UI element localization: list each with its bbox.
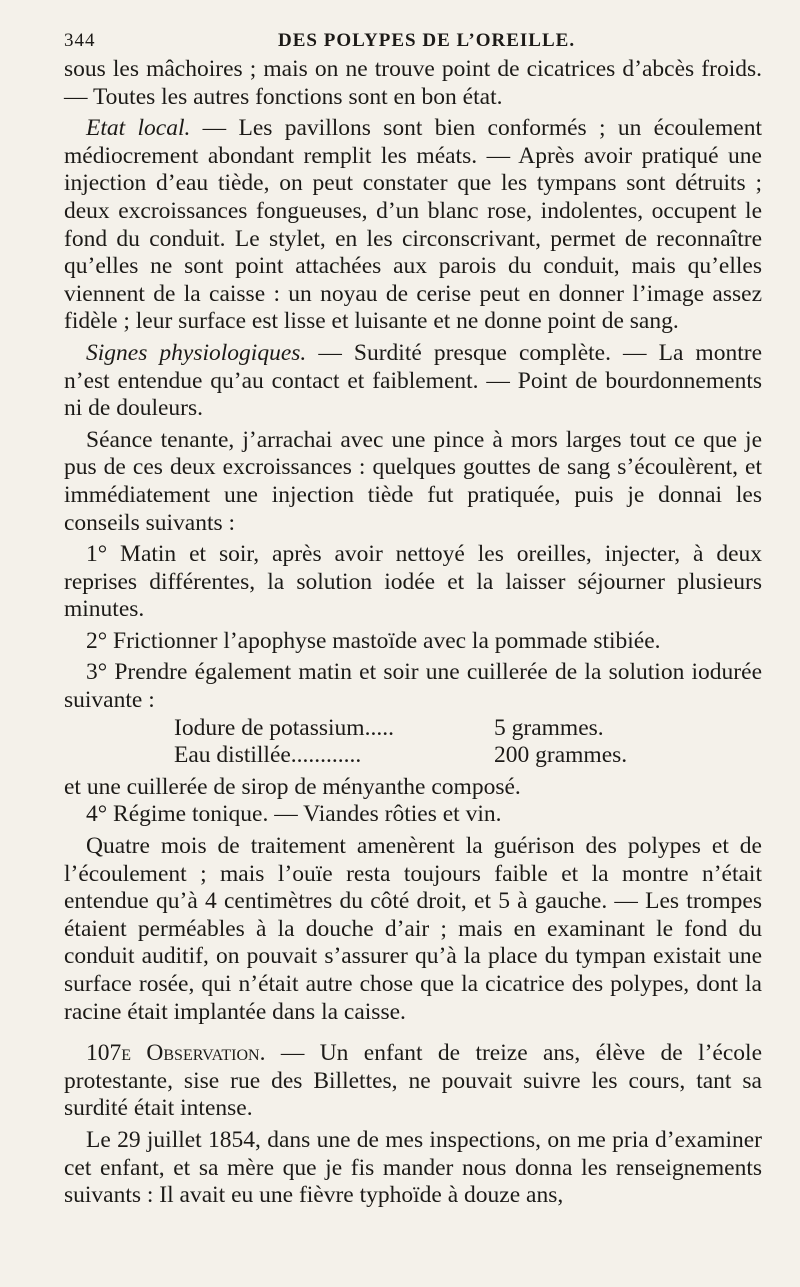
page-number: 344 bbox=[64, 30, 96, 51]
formula-quantity: 5 grammes. bbox=[494, 714, 604, 741]
formula-quantity: 200 grammes. bbox=[494, 742, 628, 769]
paragraph: Quatre mois de traitement amenèrent la guérison des polypes et de l’écoulement ; mais l’ouïe resta toujours faible et la montre n’était entendue qu’à 4 centimètres du côté droit, et 5 à gauche. — Les trompes étaient perméables à la douche d’air ; mais en examinant le fond du conduit auditif, on pouvait s’assurer qu’à la place du tympan existait une surface rosée, qui n’était autre chose que la cicatrice des polypes, dont la racine était implantée dans la caisse. bbox=[64, 833, 762, 1025]
list-item: 1° Matin et soir, après avoir nettoyé les oreilles, injecter, à deux reprises différentes, la solution iodée et la laisser séjourner plusieurs minutes. bbox=[64, 541, 762, 623]
paragraph-etat-local bbox=[64, 115, 762, 336]
paragraph: et une cuillerée de sirop de ményanthe composé. bbox=[64, 773, 521, 800]
list-item: 3° Prendre également matin et soir une cuillerée de la solution iodurée suivante : bbox=[64, 659, 762, 714]
formula-table bbox=[174, 715, 762, 770]
running-title: DES POLYPES DE L’OREILLE. bbox=[278, 30, 576, 51]
paragraph-signes bbox=[64, 340, 762, 423]
paragraph-text: — Surdité presque complète. — La montre n’est entendue qu’au contact et faiblement. — Point de bourdonnements ni de douleurs. bbox=[64, 339, 762, 422]
section-label: Etat local. bbox=[86, 115, 191, 142]
running-head bbox=[64, 30, 762, 52]
observation-paragraph bbox=[64, 1040, 762, 1123]
formula-ingredient: Eau distillée............ bbox=[174, 742, 362, 769]
section-label: Signes physiologiques. bbox=[86, 339, 307, 366]
paragraph: Séance tenante, j’arrachai avec une pince à mors larges tout ce que je pus de ces deux excroissances : quelques gouttes de sang s’écoulèrent, et immédiatement une injection tiède fut pratiquée, puis je donnai les conseils suivants : bbox=[64, 426, 762, 536]
list-item: 4° Régime tonique. — Viandes rôties et vin. bbox=[86, 801, 502, 828]
formula-ingredient: Iodure de potassium..... bbox=[174, 714, 394, 741]
list-item: 2° Frictionner l’apophyse mastoïde avec la pommade stibiée. bbox=[86, 627, 661, 654]
paragraph-text: — Les pavillons sont bien conformés ; un écoulement médiocrement abondant remplit les méats. — Après avoir pratiqué une injection d’eau tiède, on peut constater que les tympans sont détruits ; deux excroissances fongueuses, d’un blanc rose, indolentes, occupent le fond du conduit. Le stylet, en les circonscrivant, permet de reconnaître qu’elles ne sont point attachées aux parois du conduit, mais qu’elles viennent de la caisse : un noyau de cerise peut en donner l’image assez fidèle ; leur surface est lisse et luisante et ne donne point de sang. bbox=[64, 115, 762, 335]
body-text bbox=[64, 56, 762, 1210]
paragraph: Le 29 juillet 1854, dans une de mes inspections, on me pria d’examiner cet enfant, et sa mère que je fis mander nous donna les renseignements suivants : Il avait eu une fièvre typhoïde à douze ans, bbox=[64, 1126, 762, 1209]
paragraph-text: — Un enfant de treize ans, élève de l’école protestante, sise rue des Billettes, ne pouvait suivre les cours, tant sa surdité était intense. bbox=[64, 1040, 762, 1122]
observation-label: 107e Observation. bbox=[86, 1040, 266, 1067]
paragraph: sous les mâchoires ; mais on ne trouve point de cicatrices d’abcès froids. — Toutes les autres fonctions sont en bon état. bbox=[64, 56, 762, 110]
